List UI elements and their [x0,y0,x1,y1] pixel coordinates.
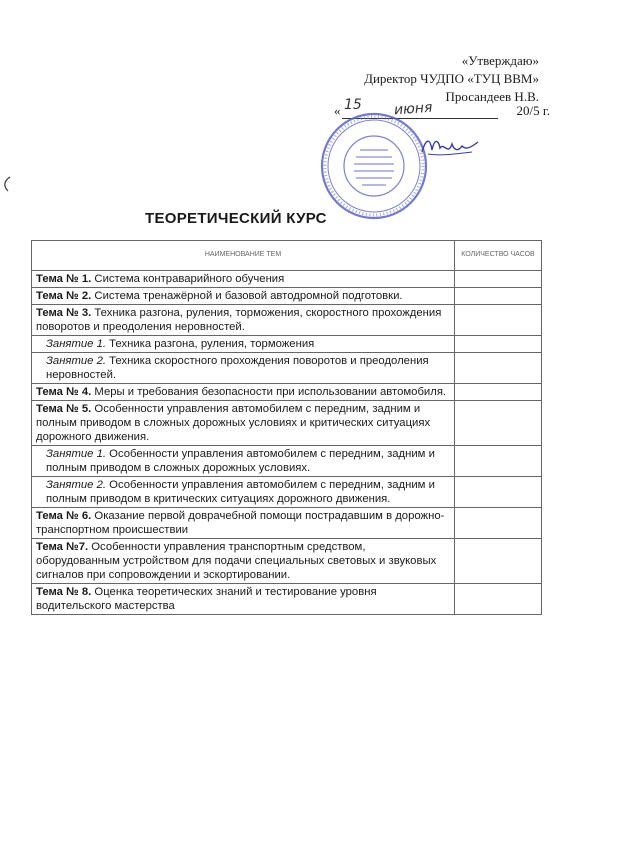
lesson-text: Техника скоростного прохождения поворотов и преодоления неровностей. [46,355,429,381]
date-day-handwritten: 15 [344,97,362,113]
topic-cell [32,288,455,305]
topic-label: Тема № 8. [36,586,92,598]
table-row [32,336,542,353]
header-hours: КОЛИЧЕСТВО ЧАСОВ [455,241,542,271]
page-title: ТЕОРЕТИЧЕСКИЙ КУРС [145,210,327,227]
table-row [32,288,542,305]
lesson-text: Особенности управления автомобилем с передним, задним и полным приводом в критических ситуациях дорожного движения. [46,479,435,505]
topic-label: Тема №7. [36,541,89,553]
hours-cell [455,336,542,353]
hours-cell [455,305,542,336]
date-quote: « [334,103,341,118]
hours-cell [455,288,542,305]
table-row [32,384,542,401]
table-row [32,584,542,615]
table-row [32,305,542,336]
margin-pen-mark [0,176,12,192]
date-year: 20/5 г. [516,103,550,118]
hours-cell [455,477,542,508]
hours-cell [455,384,542,401]
topic-label: Тема № 2. [36,290,92,302]
table-row [32,271,542,288]
director-signature [420,134,480,160]
topic-text: Особенности управления транспортным средством, оборудованным устройством для подачи специальных световых и звуковых сигналов при сопровождении и эскортировании. [36,541,437,581]
topic-label: Тема № 5. [36,403,92,415]
hours-cell [455,508,542,539]
topic-text: Меры и требования безопасности при использовании автомобиля. [91,386,447,398]
hours-cell [455,271,542,288]
approval-block [364,52,539,106]
table-row [32,539,542,584]
topic-cell [32,539,455,584]
topic-cell [32,508,455,539]
topic-label: Тема № 4. [36,386,92,398]
table-row [32,477,542,508]
lesson-label: Занятие 2. [46,355,107,367]
lesson-cell [32,336,455,353]
topic-text: Оказание первой доврачебной помощи пострадавшим в дорожно-транспортном происшествии [36,510,445,536]
topic-text: Оценка теоретических знаний и тестирование уровня водительского мастерства [36,586,377,612]
course-topics-table [31,240,542,615]
approval-line-director: Директор ЧУДПО «ТУЦ ВВМ» [364,71,539,86]
approval-line-name: Просандеев Н.В. [445,89,539,104]
table-row [32,508,542,539]
organization-stamp [318,110,430,222]
hours-cell [455,539,542,584]
hours-cell [455,446,542,477]
topic-cell [32,401,455,446]
topic-cell [32,271,455,288]
topic-label: Тема № 3. [36,307,92,319]
topic-cell [32,305,455,336]
table-row [32,353,542,384]
topic-cell [32,584,455,615]
header-topic-names: НАИМЕНОВАНИЕ ТЕМ [32,241,455,271]
lesson-label: Занятие 2. [46,479,107,491]
table-row [32,401,542,446]
lesson-label: Занятие 1. [46,338,107,350]
topic-text: Система тренажёрной и базовой автодромной подготовки. [91,290,403,302]
lesson-text: Техника разгона, руления, торможения [106,338,315,350]
table-header-row [32,241,542,271]
hours-cell [455,353,542,384]
hours-cell [455,401,542,446]
table-row [32,446,542,477]
lesson-cell [32,353,455,384]
topic-text: Система контраварийного обучения [91,273,285,285]
topic-text: Особенности управления автомобилем с передним, задним и полным приводом в сложных дорожных условиях и критических ситуациях дорожного движения. [36,403,431,443]
lesson-cell [32,477,455,508]
approval-line-approve: «Утверждаю» [461,53,539,68]
topic-label: Тема № 1. [36,273,92,285]
lesson-text: Особенности управления автомобилем с передним, задним и полным приводом в сложных дорожных условиях. [46,448,435,474]
topic-label: Тема № 6. [36,510,92,522]
lesson-label: Занятие 1. [46,448,107,460]
date-month-handwritten: июня [393,99,433,119]
lesson-cell [32,446,455,477]
topic-text: Техника разгона, руления, торможения, скоростного прохождения поворотов и преодоления неровностей. [36,307,442,333]
hours-cell [455,584,542,615]
topic-cell [32,384,455,401]
